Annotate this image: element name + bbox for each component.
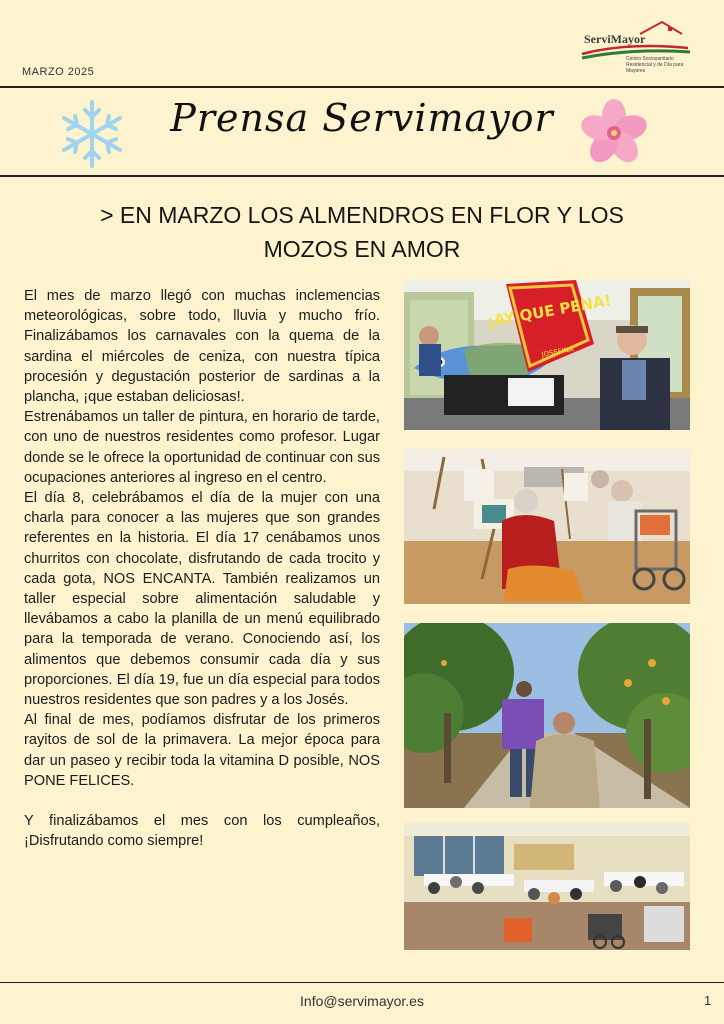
headline-line-1: > EN MARZO LOS ALMENDROS EN FLOR Y LOS: [100, 202, 624, 228]
flower-icon: [576, 97, 652, 174]
issue-date: MARZO 2025: [22, 66, 95, 78]
paragraph-sardina: El mes de marzo llegó con muchas inclemencias meteorológicas, sobre todo, lluvia y mucho frío. Finalizábamos los carnavales con la quema de la sardina el miércoles de ceniza, con nuestra típica procesión y degustación posterior de sardinas a la plancha, ¡que estaban deliciosas!.: [24, 288, 380, 406]
newsletter-title: Prensa Servimayor: [170, 96, 554, 140]
page-number: 1: [704, 993, 712, 1008]
article-headline: [60, 198, 664, 266]
photo-dining-hall: [404, 822, 690, 950]
paragraph-pintura: Estrenábamos un taller de pintura, en horario de tarde, con uno de nuestros residentes como profesor. Lugar donde se le ofrece la oportunidad de continuar con sus ocupaciones anteriores al ingreso en el centro.: [24, 409, 380, 486]
logo-brand: ServiMayor: [584, 32, 646, 46]
masthead-bottom-rule: [0, 175, 724, 177]
logo-subtitle: Centro Sociosanitario Residencial y de Día para Mayores: [626, 56, 684, 74]
photo-garden-walk: [404, 623, 690, 808]
paragraph-mujer: El día 8, celebrábamos el día de la mujer con una charla para conocer a las mujeres que son grandes referentes en la historia. El día 17 cenábamos unos churritos con chocolate, disfrutando de cada trocito y cada gota, NOS ENCANTA. También realizamos un taller especial sobre alimentación saludable y llevábamos a cabo la planilla de un menú equilibrado para la temporada de verano. Conociendo así, los alimentos que debemos consumir cada día y sus proporciones. El día 19, fue un día especial para todos nuestros residentes que son padres y a los Josés.: [24, 490, 380, 709]
paragraph-primavera: Al final de mes, podíamos disfrutar de los primeros rayitos de sol de la primavera. La mejor época para dar un paseo y recibir toda la vitamina D posible, NOS PONE FELICES.: [24, 712, 380, 789]
servimayor-logo: [578, 18, 698, 74]
footer-email-link[interactable]: Info@servimayor.es: [300, 993, 424, 1009]
masthead-top-rule: [0, 86, 724, 88]
photo-painting-workshop: [404, 449, 690, 604]
headline-line-2: MOZOS EN AMOR: [263, 236, 461, 262]
photo-sign-text: ¡AY QUE PENA!: [485, 291, 613, 331]
footer-rule: [0, 982, 724, 983]
paragraph-cumpleanos: Y finalizábamos el mes con los cumpleaños, ¡Disfrutando como siempre!: [24, 813, 380, 850]
photo-sardina-procession: [404, 280, 690, 430]
photo-sign-name: JOSEFINA: [540, 345, 575, 359]
article-body: [24, 286, 380, 851]
